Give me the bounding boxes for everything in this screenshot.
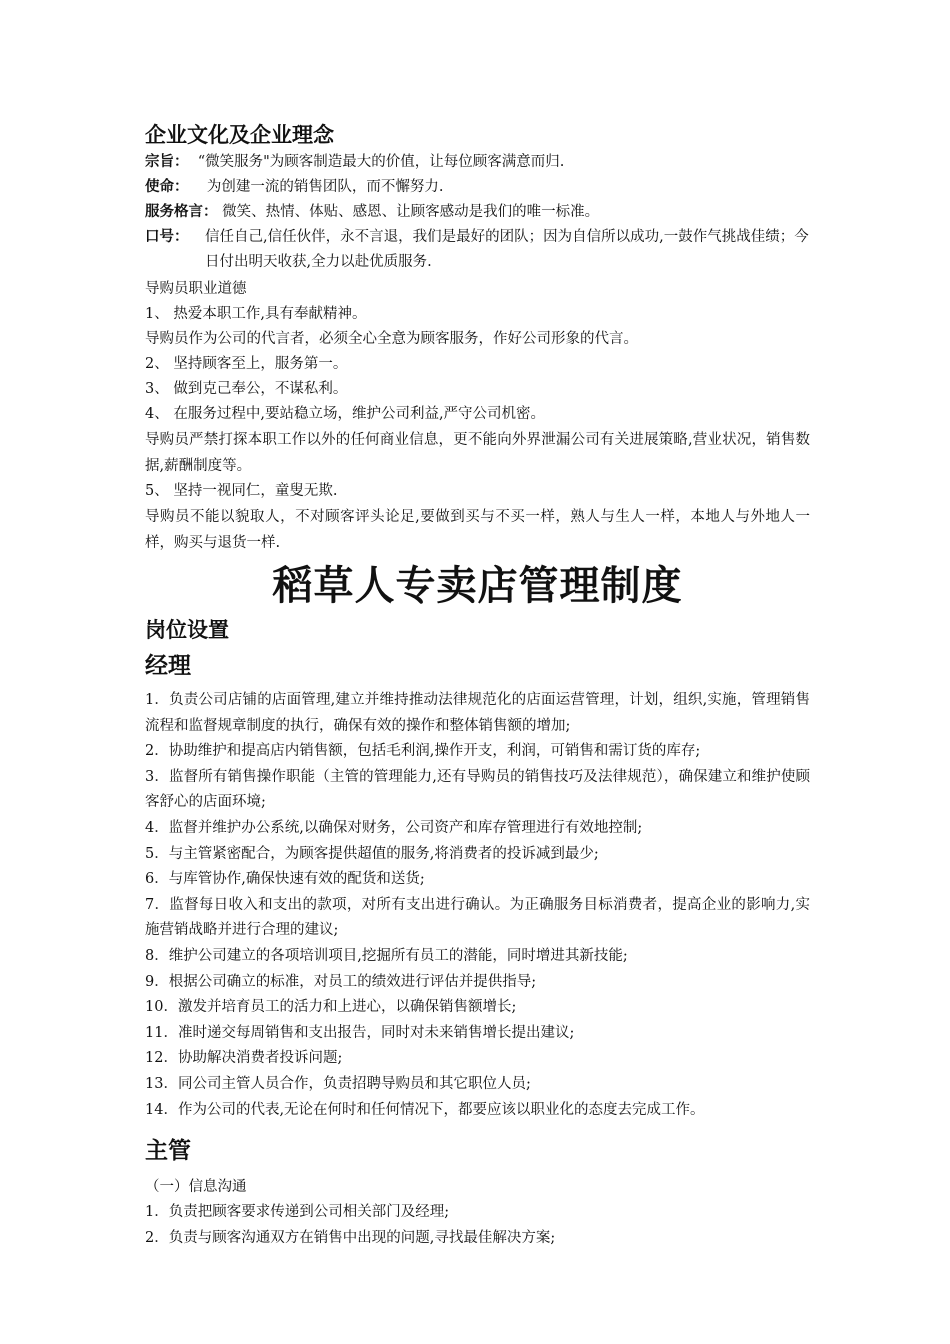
service-motto: [145, 200, 810, 225]
ethics-line: 导购员严禁打探本职工作以外的任何商业信息，更不能向外界泄漏公司有关进展策略,营业状况，销售数据,薪酬制度等。: [145, 432, 810, 474]
list-item: 14．作为公司的代表,无论在何时和任何情况下，都要应该以职业化的态度去完成工作。: [145, 1101, 705, 1118]
ethics-title: 导购员职业道德: [145, 281, 247, 297]
list-item: 4．监督并维护办公系统,以确保对财务，公司资产和库存管理进行有效地控制;: [145, 819, 643, 836]
positions-heading: 岗位设置: [145, 618, 229, 642]
list-item: 6．与库管协作,确保快速有效的配货和送货;: [145, 871, 425, 888]
ethics-line: 1、 热爱本职工作,具有奉献精神。: [145, 306, 367, 322]
mission-value: “微笑服务"为顾客制造最大的价值，让每位顾客满意而归.: [188, 154, 565, 170]
slogan-value: 信任自己,信任伙伴，永不言退，我们是最好的团队；因为自信所以成功,一鼓作气挑战佳绩；今日付出明天收获,全力以赴优质服务.: [205, 229, 809, 270]
list-item: 5．与主管紧密配合，为顾客提供超值的服务,将消费者的投诉减到最少;: [145, 845, 599, 862]
purpose-label: 使命：: [145, 179, 189, 195]
slogan: [145, 225, 810, 275]
slogan-label: 口号：: [145, 229, 189, 245]
list-item: 8．维护公司建立的各项培训项目,挖掘所有员工的潜能，同时增进其新技能;: [145, 947, 628, 964]
list-item: 9．根据公司确立的标准，对员工的绩效进行评估并提供指导;: [145, 973, 537, 990]
list-item: 1．负责把顾客要求传递到公司相关部门及经理;: [145, 1204, 450, 1221]
list-item: 11．准时递交每周销售和支出报告，同时对未来销售增长提出建议;: [145, 1024, 575, 1041]
ethics-line: 导购员作为公司的代言者，必须全心全意为顾客服务，作好公司形象的代言。: [145, 331, 638, 347]
list-item: 10．激发并培育员工的活力和上进心，以确保销售额增长;: [145, 999, 517, 1016]
purpose-value: 为创建一流的销售团队，而不懈努力.: [188, 179, 444, 195]
list-item: 2．负责与顾客沟通双方在销售中出现的问题,寻找最佳解决方案;: [145, 1229, 556, 1246]
mission-label: 宗旨：: [145, 154, 189, 170]
motto-value: 微笑、热情、体贴、感恩、让顾客感动是我们的唯一标准。: [217, 204, 600, 220]
manager-duties-list: [145, 688, 810, 1123]
list-item: 1．负责公司店铺的店面管理,建立并维持推动法律规范化的店面运营管理，计划，组织,实施，管理销售流程和监督规章制度的执行，确保有效的操作和整体销售额的增加;: [145, 692, 810, 734]
ethics-line: 5、 坚持一视同仁，童叟无欺.: [145, 483, 338, 499]
motto-label: 服务格言：: [145, 204, 218, 220]
list-item: 12．协助解决消费者投诉问题;: [145, 1050, 343, 1067]
supervisor-subheading: （一）信息沟通: [145, 1179, 247, 1196]
ethics-line: 4、 在服务过程中,要站稳立场，维护公司利益,严守公司机密。: [145, 406, 546, 422]
ethics-line: 2、 坚持顾客至上，服务第一。: [145, 356, 348, 372]
document-page: [145, 120, 810, 1251]
supervisor-duties-list: [145, 1200, 810, 1251]
culture-title: 企业文化及企业理念: [145, 123, 334, 147]
document-main-title: 稻草人专卖店管理制度: [272, 563, 683, 609]
purpose-statement: [145, 175, 810, 200]
supervisor-heading: 主管: [145, 1138, 191, 1165]
ethics-line: 导购员不能以貌取人，不对顾客评头论足,要做到买与不买一样，熟人与生人一样，本地人与外地人一样，购买与退货一样.: [145, 509, 810, 551]
list-item: 2．协助维护和提高店内销售额，包括毛利润,操作开支，利润，可销售和需订货的库存;: [145, 743, 701, 760]
manager-heading: 经理: [145, 653, 191, 679]
list-item: 7．监督每日收入和支出的款项，对所有支出进行确认。为正确服务目标消费者，提高企业的影响力,实施营销战略并进行合理的建议;: [145, 896, 810, 939]
ethics-line: 3、 做到克己奉公，不谋私利。: [145, 381, 348, 397]
list-item: 13．同公司主管人员合作，负责招聘导购员和其它职位人员;: [145, 1075, 531, 1092]
list-item: 3．监督所有销售操作职能（主管的管理能力,还有导购员的销售技巧及法律规范），确保建立和维护使顾客舒心的店面环境;: [145, 768, 810, 811]
mission-statement: [145, 150, 810, 175]
